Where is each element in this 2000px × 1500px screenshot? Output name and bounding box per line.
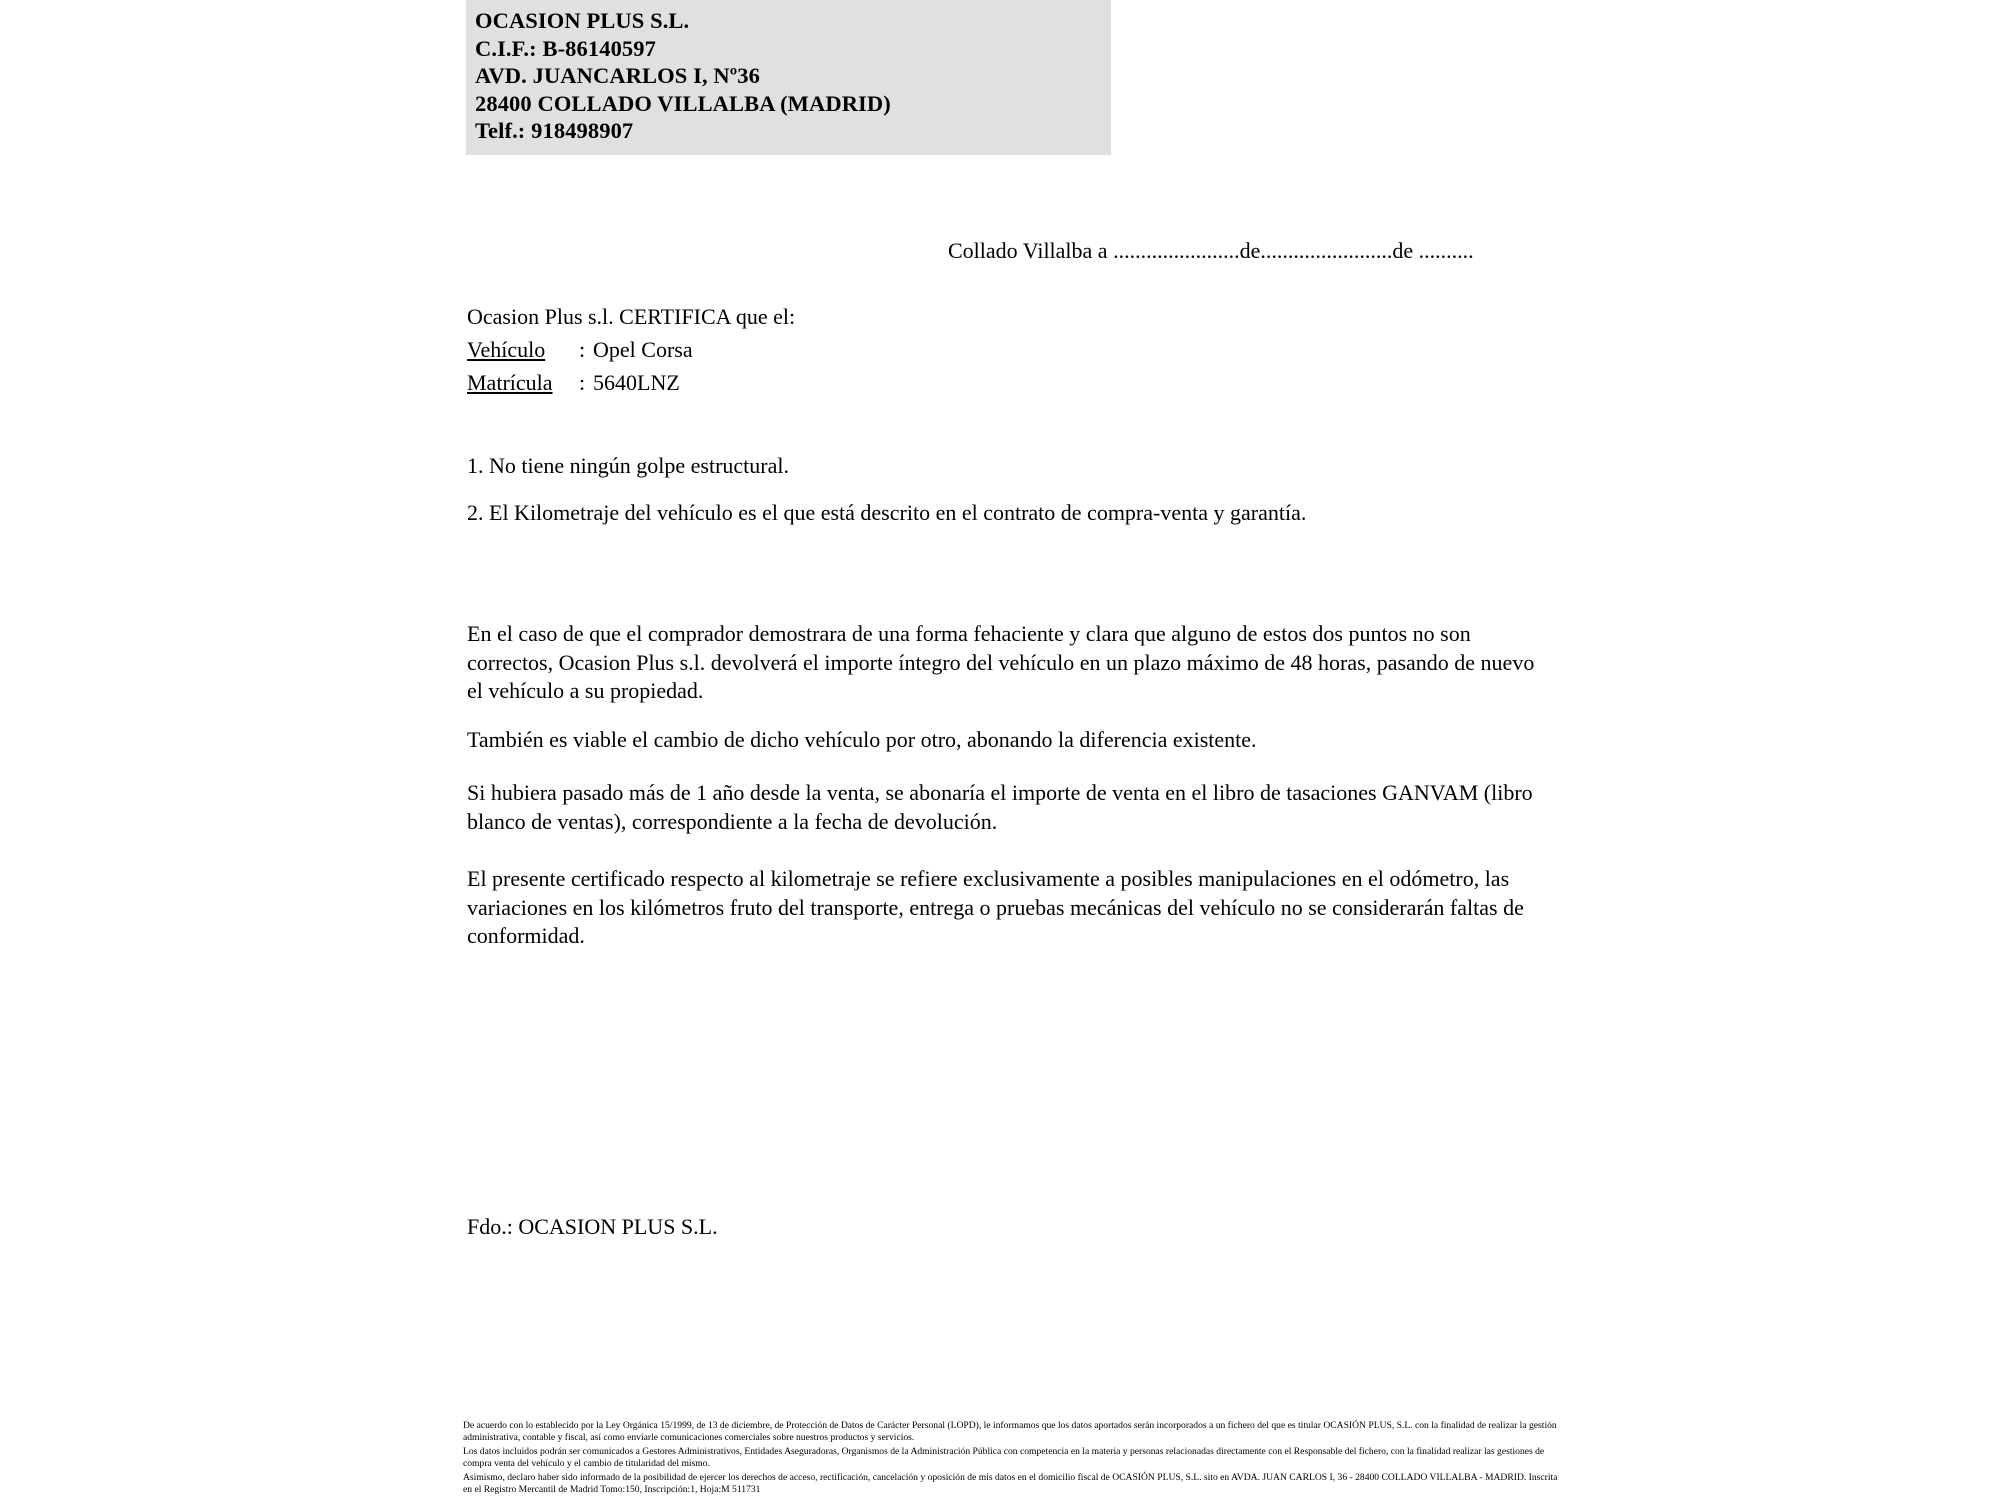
point-1: 1. No tiene ningún golpe estructural.	[467, 453, 789, 478]
company-address: AVD. JUANCARLOS I, Nº36	[475, 63, 760, 88]
certification-block	[467, 300, 795, 399]
plate-value: 5640LNZ	[593, 370, 680, 395]
vehicle-row	[467, 333, 795, 366]
company-phone: Telf.: 918498907	[475, 118, 634, 143]
date-line: Collado Villalba a .......................de........................de ..........	[948, 238, 1474, 263]
vehicle-value: Opel Corsa	[593, 337, 693, 362]
company-name: OCASION PLUS S.L.	[475, 8, 690, 33]
legal-paragraph-3: Asimismo, declaro haber sido informado de la posibilidad de ejercer los derechos de acceso, rectificación, cancelación y oposición de mis datos en el domicilio fiscal de OCASIÓN PLUS, S.L. sito en AVDA. JUAN CARLOS I, 36 - 28400 COLLADO VILLALBA - MADRID. Inscrita en el Registro Mercantil de Madrid Tomo:150, Inscripción:1, Hoja:M 511731	[463, 1472, 1558, 1495]
company-cif: C.I.F.: B-86140597	[475, 35, 656, 61]
paragraph-3: Si hubiera pasado más de 1 año desde la venta, se abonaría el importe de venta en el libro de tasaciones GANVAM (libro blanco de ventas), correspondiente a la fecha de devolución.	[467, 780, 1533, 834]
certification-intro: Ocasion Plus s.l. CERTIFICA que el:	[467, 304, 796, 329]
point-2: 2. El Kilometraje del vehículo es el que está descrito en el contrato de compra-venta y garantía.	[467, 500, 1307, 525]
legal-footer	[463, 1420, 1563, 1496]
paragraph-4: El presente certificado respecto al kilometraje se refiere exclusivamente a posibles manipulaciones en el odómetro, las variaciones en los kilómetros fruto del transporte, entrega o pruebas mecánicas del vehículo no se considerarán faltas de conformidad.	[467, 866, 1524, 948]
company-letterhead	[466, 0, 1111, 155]
company-city: 28400 COLLADO VILLALBA (MADRID)	[475, 90, 891, 116]
legal-paragraph-1: De acuerdo con lo establecido por la Ley Orgánica 15/1999, de 13 de diciembre, de Protección de Datos de Carácter Personal (LOPD), le informamos que los datos aportados serán incorporados a un fichero del que es titular OCASIÓN PLUS, S.L. con la finalidad de realizar la gestión administrativa, contable y fiscal, así como enviarle comunicaciones comerciales sobre nuestros productos y servicios.	[463, 1420, 1557, 1443]
plate-row	[467, 366, 795, 399]
signature-line: Fdo.: OCASION PLUS S.L.	[467, 1214, 718, 1239]
vehicle-separator: :	[579, 337, 586, 362]
legal-paragraph-2: Los datos incluidos podrán ser comunicados a Gestores Administrativos, Entidades Aseguradoras, Organismos de la Administración Pública con competencia en la materia y personas relacionadas directamente con el Responsable del fichero, con la finalidad realizar las gestiones de compra venta del vehículo y el cambio de titularidad del mismo.	[463, 1446, 1545, 1469]
paragraph-2: También es viable el cambio de dicho vehículo por otro, abonando la diferencia existente.	[467, 727, 1257, 752]
plate-label: Matrícula	[467, 370, 553, 395]
paragraph-1: En el caso de que el comprador demostrara de una forma fehaciente y clara que alguno de estos dos puntos no son correctos, Ocasion Plus s.l. devolverá el importe íntegro del vehículo en un plazo máximo de 48 horas, pasando de nuevo el vehículo a su propiedad.	[467, 621, 1535, 703]
plate-separator: :	[579, 370, 586, 395]
vehicle-label: Vehículo	[467, 337, 546, 362]
